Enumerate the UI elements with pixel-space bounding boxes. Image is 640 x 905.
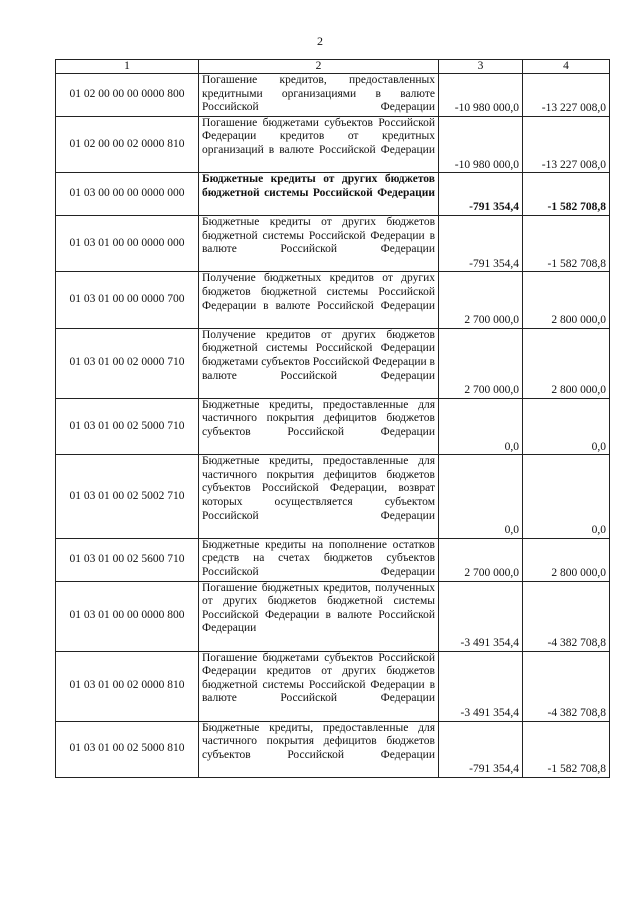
- line-item-name-cell: Бюджетные кредиты от других бюджетов бюджетной системы Российской Федерации: [199, 173, 439, 216]
- page-number: 2: [317, 34, 323, 48]
- amount-year-1-cell: 2 700 000,0: [439, 328, 523, 398]
- table-row: [56, 116, 610, 172]
- budget-code-cell: 01 03 00 00 00 0000 000: [56, 173, 199, 216]
- amount-year-1-cell: -10 980 000,0: [439, 74, 523, 117]
- amount-year-2-cell: 0,0: [523, 398, 610, 454]
- budget-code-cell: 01 03 01 00 02 0000 710: [56, 328, 199, 398]
- budget-code-cell: 01 02 00 00 00 0000 800: [56, 74, 199, 117]
- line-item-name-cell: Бюджетные кредиты на пополнение остатков средств на счетах бюджетов субъектов Российской Федерации: [199, 538, 439, 581]
- column-number-1: 1: [56, 60, 199, 74]
- amount-year-2-cell: -13 227 008,0: [523, 74, 610, 117]
- amount-year-2-cell: -1 582 708,8: [523, 215, 610, 271]
- budget-code-cell: 01 03 01 00 00 0000 700: [56, 272, 199, 328]
- amount-year-2-cell: 2 800 000,0: [523, 538, 610, 581]
- table-row: [56, 328, 610, 398]
- amount-year-1-cell: 0,0: [439, 398, 523, 454]
- line-item-name-cell: Получение бюджетных кредитов от других бюджетов бюджетной системы Российской Федерации в валюте Российской Федерации: [199, 272, 439, 328]
- amount-year-1-cell: 2 700 000,0: [439, 538, 523, 581]
- budget-sources-table: [55, 59, 610, 778]
- amount-year-1-cell: -791 354,4: [439, 173, 523, 216]
- amount-year-2-cell: -4 382 708,8: [523, 651, 610, 721]
- column-number-2: 2: [199, 60, 439, 74]
- amount-year-2-cell: -1 582 708,8: [523, 721, 610, 777]
- budget-code-cell: 01 03 01 00 02 5000 810: [56, 721, 199, 777]
- line-item-name-cell: Погашение кредитов, предоставленных кредитными организациями в валюте Российской Федерации: [199, 74, 439, 117]
- line-item-name-cell: Погашение бюджетами субъектов Российской Федерации кредитов от других бюджетов бюджетной системы Российской Федерации в валюте Российской Федерации: [199, 651, 439, 721]
- line-item-name-cell: Бюджетные кредиты, предоставленные для частичного покрытия дефицитов бюджетов субъектов Российской Федерации, возврат которых осуществляется субъектом Российской Федерации: [199, 455, 439, 539]
- amount-year-1-cell: -3 491 354,4: [439, 651, 523, 721]
- budget-code-cell: 01 03 01 00 02 5000 710: [56, 398, 199, 454]
- table-row: [56, 398, 610, 454]
- amount-year-2-cell: -1 582 708,8: [523, 173, 610, 216]
- column-number-row: [56, 60, 610, 74]
- amount-year-2-cell: 2 800 000,0: [523, 328, 610, 398]
- amount-year-1-cell: -10 980 000,0: [439, 116, 523, 172]
- table-row: [56, 581, 610, 651]
- table-row: [56, 74, 610, 117]
- amount-year-2-cell: -13 227 008,0: [523, 116, 610, 172]
- amount-year-1-cell: 2 700 000,0: [439, 272, 523, 328]
- table-row: [56, 538, 610, 581]
- budget-code-cell: 01 03 01 00 00 0000 000: [56, 215, 199, 271]
- budget-code-cell: 01 03 01 00 02 5600 710: [56, 538, 199, 581]
- line-item-name-cell: Бюджетные кредиты, предоставленные для частичного покрытия дефицитов бюджетов субъектов Российской Федерации: [199, 398, 439, 454]
- line-item-name-cell: Погашение бюджетных кредитов, полученных от других бюджетов бюджетной системы Российской Федерации в валюте Российской Федерации: [199, 581, 439, 651]
- budget-code-cell: 01 03 01 00 00 0000 800: [56, 581, 199, 651]
- amount-year-1-cell: -791 354,4: [439, 215, 523, 271]
- table-row: [56, 215, 610, 271]
- table-row: [56, 455, 610, 539]
- amount-year-2-cell: -4 382 708,8: [523, 581, 610, 651]
- table-row: [56, 272, 610, 328]
- amount-year-2-cell: 2 800 000,0: [523, 272, 610, 328]
- amount-year-1-cell: 0,0: [439, 455, 523, 539]
- budget-code-cell: 01 02 00 00 02 0000 810: [56, 116, 199, 172]
- amount-year-1-cell: -3 491 354,4: [439, 581, 523, 651]
- table-row: [56, 651, 610, 721]
- table-row: [56, 173, 610, 216]
- line-item-name-cell: Бюджетные кредиты, предоставленные для частичного покрытия дефицитов бюджетов субъектов Российской Федерации: [199, 721, 439, 777]
- amount-year-1-cell: -791 354,4: [439, 721, 523, 777]
- column-number-4: 4: [523, 60, 610, 74]
- amount-year-2-cell: 0,0: [523, 455, 610, 539]
- budget-code-cell: 01 03 01 00 02 0000 810: [56, 651, 199, 721]
- table-row: [56, 721, 610, 777]
- line-item-name-cell: Получение кредитов от других бюджетов бюджетной системы Российской Федерации бюджетами субъектов Российской Федерации в валюте Российской Федерации: [199, 328, 439, 398]
- line-item-name-cell: Погашение бюджетами субъектов Российской Федерации кредитов от кредитных организаций в валюте Российской Федерации: [199, 116, 439, 172]
- column-number-3: 3: [439, 60, 523, 74]
- line-item-name-cell: Бюджетные кредиты от других бюджетов бюджетной системы Российской Федерации в валюте Российской Федерации: [199, 215, 439, 271]
- budget-code-cell: 01 03 01 00 02 5002 710: [56, 455, 199, 539]
